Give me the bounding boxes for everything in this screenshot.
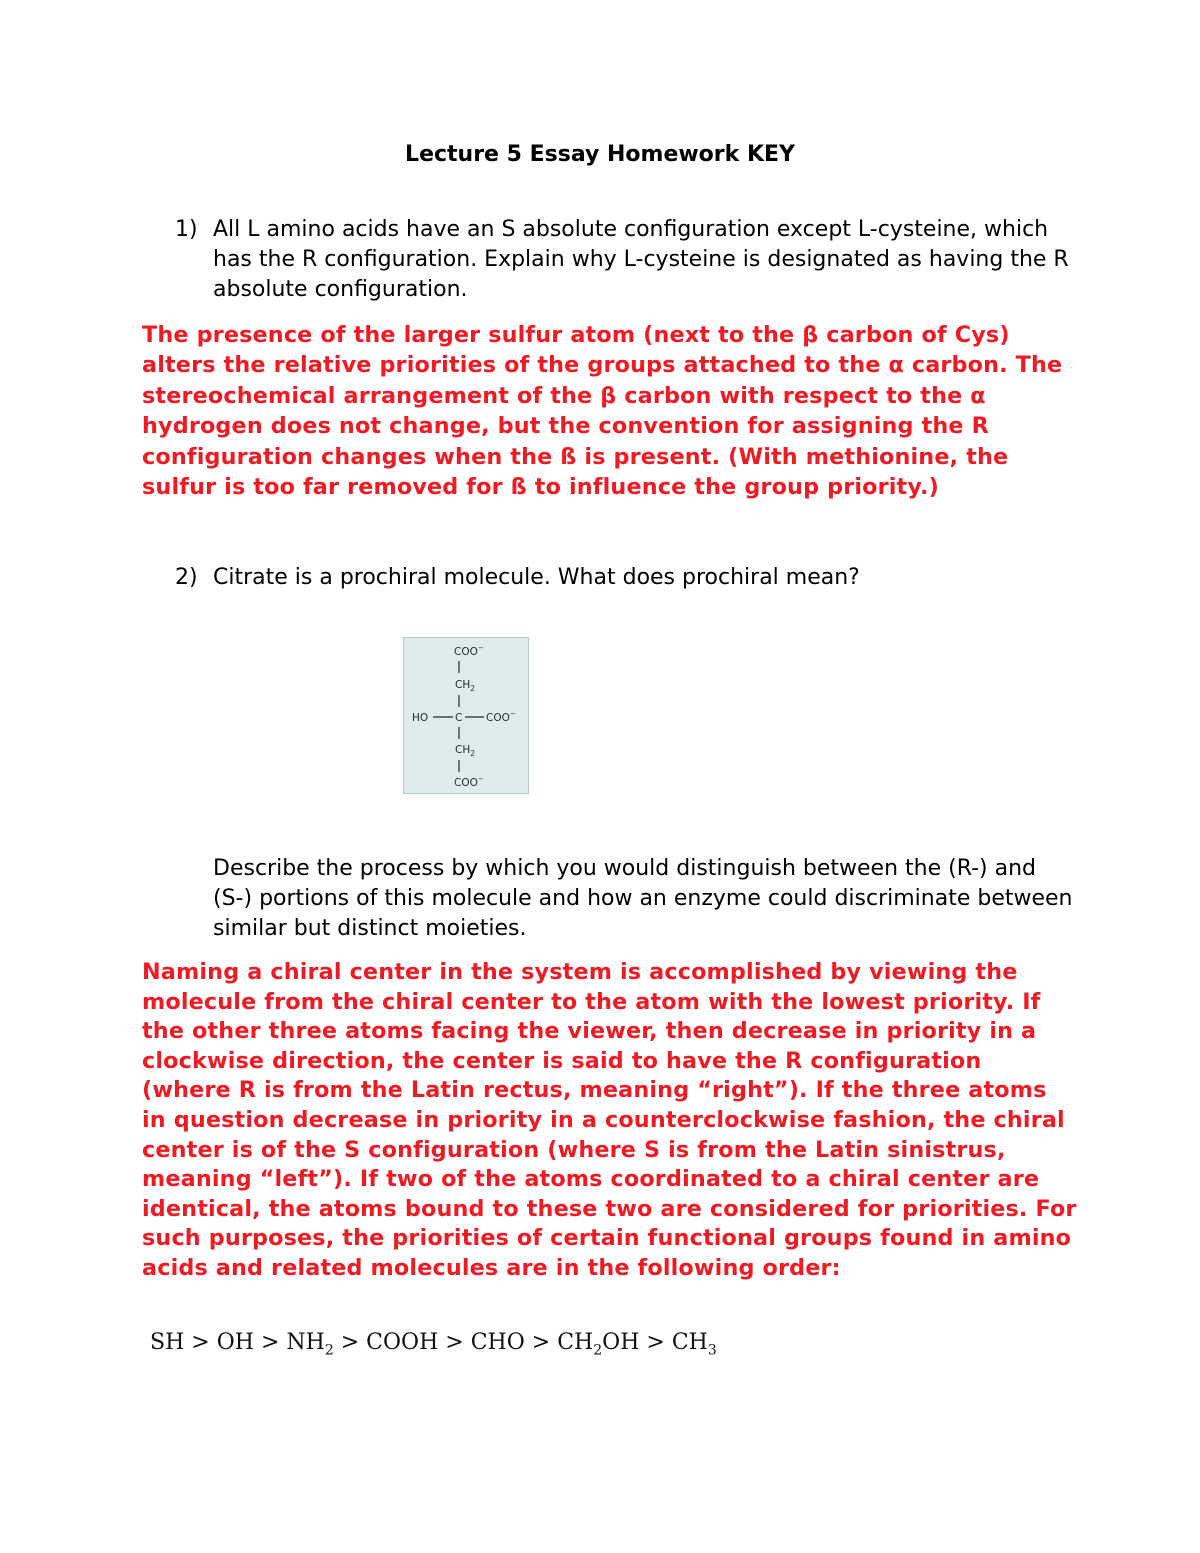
answer-1: The presence of the larger sulfur atom (next to the β carbon of Cys) alters the relative priorities of the groups attached to the α carbon. The stereochemical arrangement of the β carbon with respect to the α hydrogen does not change, but the convention for assigning the R configuration changes when the ß is present. (With methionine, the sulfur is too far removed for ß to influence the group priority.) <box>142 322 1063 501</box>
group-ch2oh: $CH_2OH$ <box>557 1330 640 1359</box>
ho-label: HO <box>412 712 429 724</box>
group-sh: SH <box>150 1330 185 1355</box>
question-1-number: 1) <box>175 217 198 242</box>
group-oh: OH <box>216 1330 254 1355</box>
coo-bottom-label: COO− <box>454 775 484 789</box>
coo-top-label: COO− <box>454 644 484 658</box>
question-2-text: Citrate is a prochiral molecule. What does prochiral mean? <box>213 565 860 590</box>
gt-symbol: > <box>646 1330 665 1355</box>
gt-symbol: > <box>191 1330 210 1355</box>
gt-symbol: > <box>531 1330 551 1355</box>
ch2-top-label: $CH_2$ <box>455 679 476 693</box>
citrate-structure-figure <box>403 637 529 794</box>
gt-symbol: > <box>340 1330 360 1355</box>
group-cooh: COOH <box>366 1330 439 1355</box>
question-2-number: 2) <box>175 565 198 590</box>
group-cho: CHO <box>470 1330 525 1355</box>
gt-symbol: > <box>445 1330 464 1355</box>
group-nh2: $NH_2$ <box>286 1330 334 1359</box>
citrate-structure-diagram <box>404 638 530 795</box>
question-2-prompt: Describe the process by which you would distinguish between the (R-) and (S-) portions of this molecule and how an enzyme could discriminate between similar but distinct moieties. <box>213 856 1073 941</box>
central-carbon-label: C <box>455 712 463 724</box>
ch2-bottom-label: $CH_2$ <box>455 744 476 758</box>
answer-2: Naming a chiral center in the system is accomplished by viewing the molecule from the chiral center to the atom with the lowest priority. If the other three atoms facing the viewer, then decrease in priority in a clockwise direction, the center is said to have the R configuration (where R is from the Latin rectus, meaning “right”). If the three atoms in question decrease in priority in a counterclockwise fashion, the chiral center is of the S configuration (where S is from the Latin sinistrus, meaning “left”). If two of the atoms coordinated to a chiral center are identical, the atoms bound to these two are considered for priorities. For such purposes, the priorities of certain functional groups found in amino acids and related molecules are in the following order: <box>142 959 1077 1281</box>
priority-order <box>150 1330 717 1362</box>
gt-symbol: > <box>260 1330 280 1355</box>
question-1-text: All L amino acids have an S absolute configuration except L-cysteine, which has the R configuration. Explain why L-cysteine is designated as having the R absolute configuration. <box>213 217 1069 302</box>
group-ch3: $CH_3$ <box>671 1330 717 1359</box>
coo-right-label: COO− <box>486 710 516 724</box>
document-title: Lecture 5 Essay Homework KEY <box>405 142 795 167</box>
